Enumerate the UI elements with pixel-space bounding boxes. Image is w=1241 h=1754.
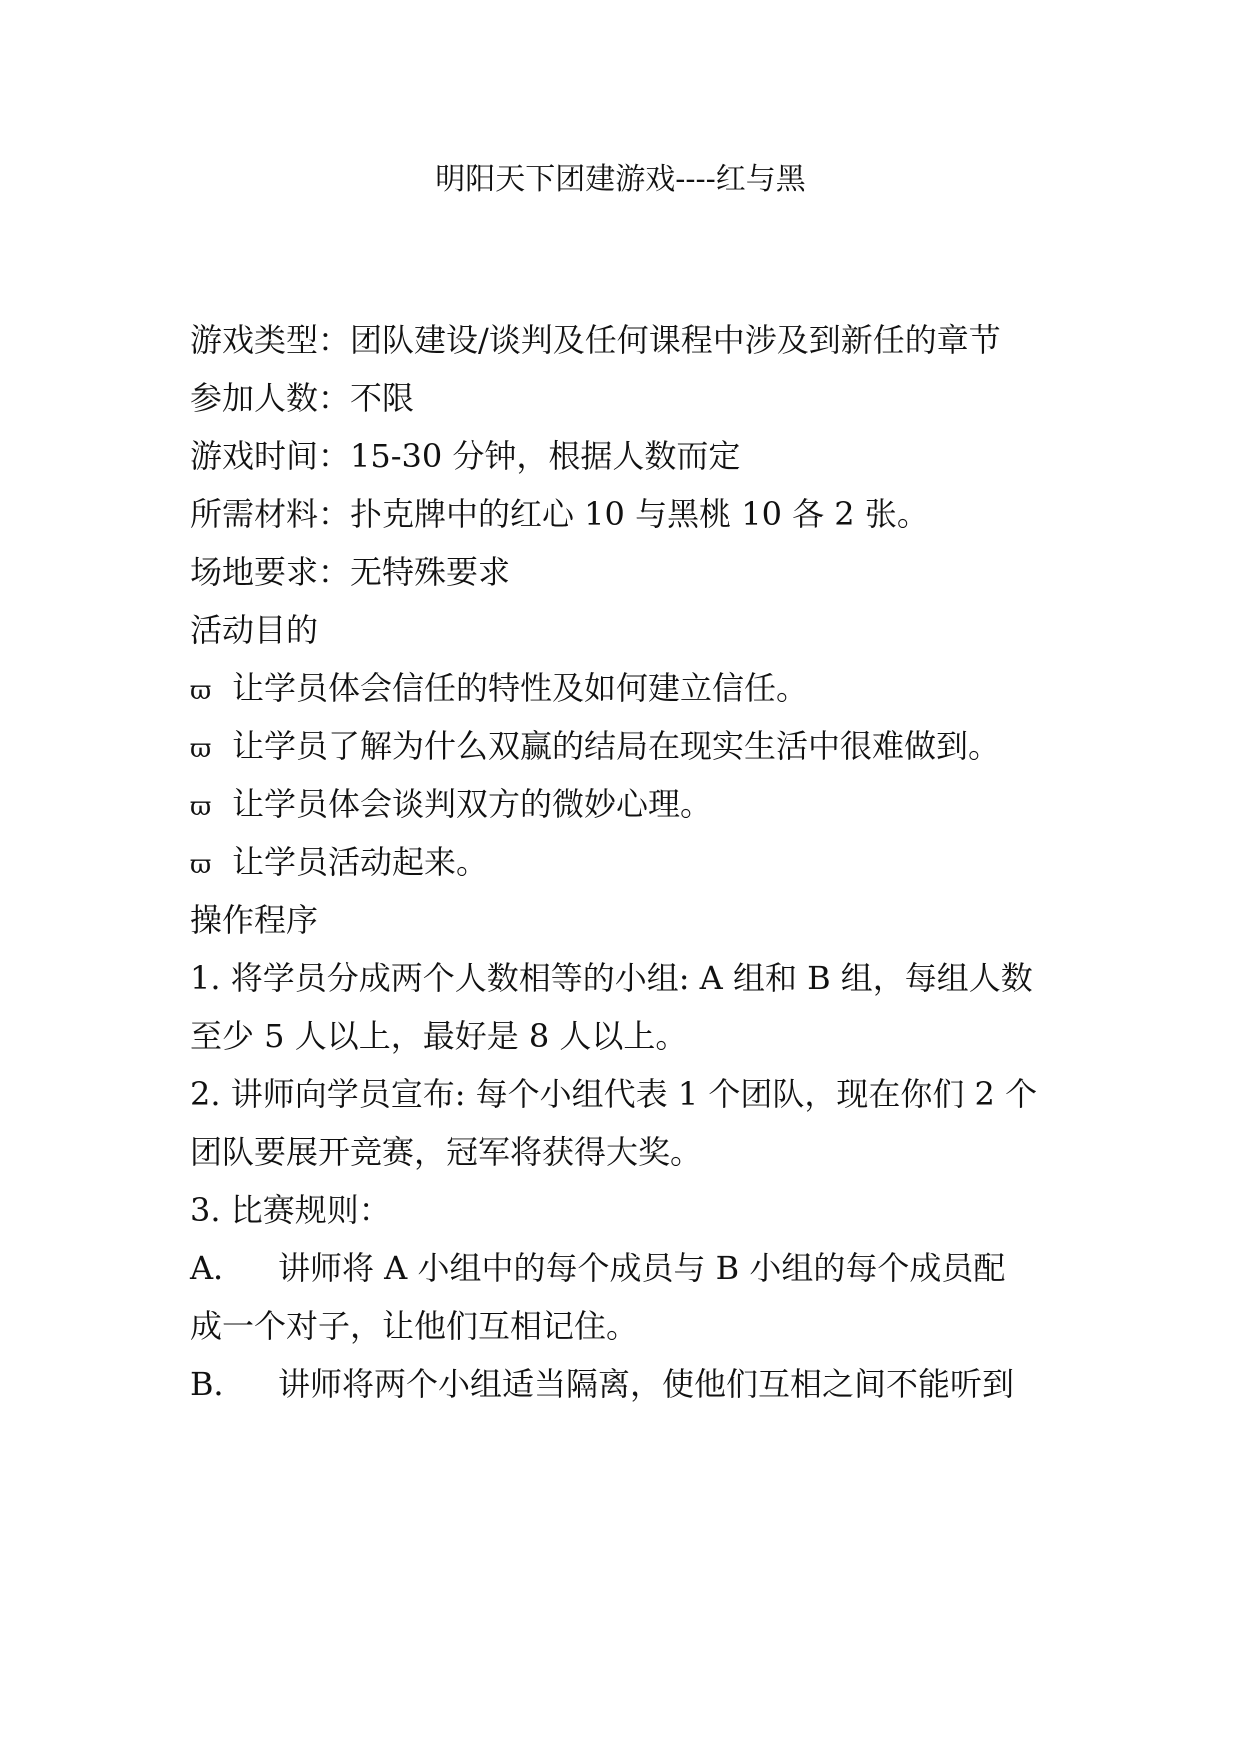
rule-text: 成一个对子，让他们互相记住。 <box>190 1307 639 1345</box>
objective-item <box>190 666 1070 713</box>
meta-venue: 场地要求：无特殊要求 <box>190 553 511 591</box>
objective-text: 让学员活动起来。 <box>232 843 489 881</box>
bullet-icon: ϖ <box>190 792 212 822</box>
procedure-step: 3. 比赛规则： <box>190 1191 391 1229</box>
objective-item <box>190 782 1070 829</box>
procedure-step: 2. 讲师向学员宣布: 每个小组代表 1 个团队，现在你们 2 个 <box>190 1075 1038 1113</box>
meta-materials: 所需材料：扑克牌中的红心 10 与黑桃 10 各 2 张。 <box>190 495 929 533</box>
procedure-heading: 操作程序 <box>190 901 319 939</box>
bullet-icon: ϖ <box>190 676 212 706</box>
procedure-step-continued: 团队要展开竞赛，冠军将获得大奖。 <box>190 1133 703 1171</box>
rule-text: 讲师将 A 小组中的每个成员与 B 小组的每个成员配 <box>278 1249 1006 1287</box>
rule-item <box>190 1246 1070 1290</box>
bullet-icon: ϖ <box>190 734 212 764</box>
procedure-step-continued: 至少 5 人以上，最好是 8 人以上。 <box>190 1017 688 1055</box>
objective-text: 让学员体会谈判双方的微妙心理。 <box>232 785 713 823</box>
rule-item <box>190 1362 1070 1406</box>
meta-duration: 游戏时间：15-30 分钟，根据人数而定 <box>190 437 741 475</box>
procedure-step: 1. 将学员分成两个人数相等的小组: A 组和 B 组，每组人数 <box>190 959 1033 997</box>
rule-marker: B． <box>190 1365 246 1403</box>
objective-text: 让学员了解为什么双赢的结局在现实生活中很难做到。 <box>232 727 1001 765</box>
objective-item <box>190 840 1070 887</box>
objectives-heading: 活动目的 <box>190 611 319 649</box>
rule-text: 讲师将两个小组适当隔离，使他们互相之间不能听到 <box>278 1365 1015 1403</box>
objective-item <box>190 724 1070 771</box>
meta-game-type: 游戏类型：团队建设/谈判及任何课程中涉及到新任的章节 <box>190 321 1001 359</box>
rule-item-continued <box>190 1304 1070 1348</box>
objective-text: 让学员体会信任的特性及如何建立信任。 <box>232 669 809 707</box>
document-title: 明阳天下团建游戏----红与黑 <box>435 162 806 197</box>
meta-participants: 参加人数：不限 <box>190 379 415 417</box>
bullet-icon: ϖ <box>190 850 212 880</box>
rule-marker: A． <box>190 1249 246 1287</box>
